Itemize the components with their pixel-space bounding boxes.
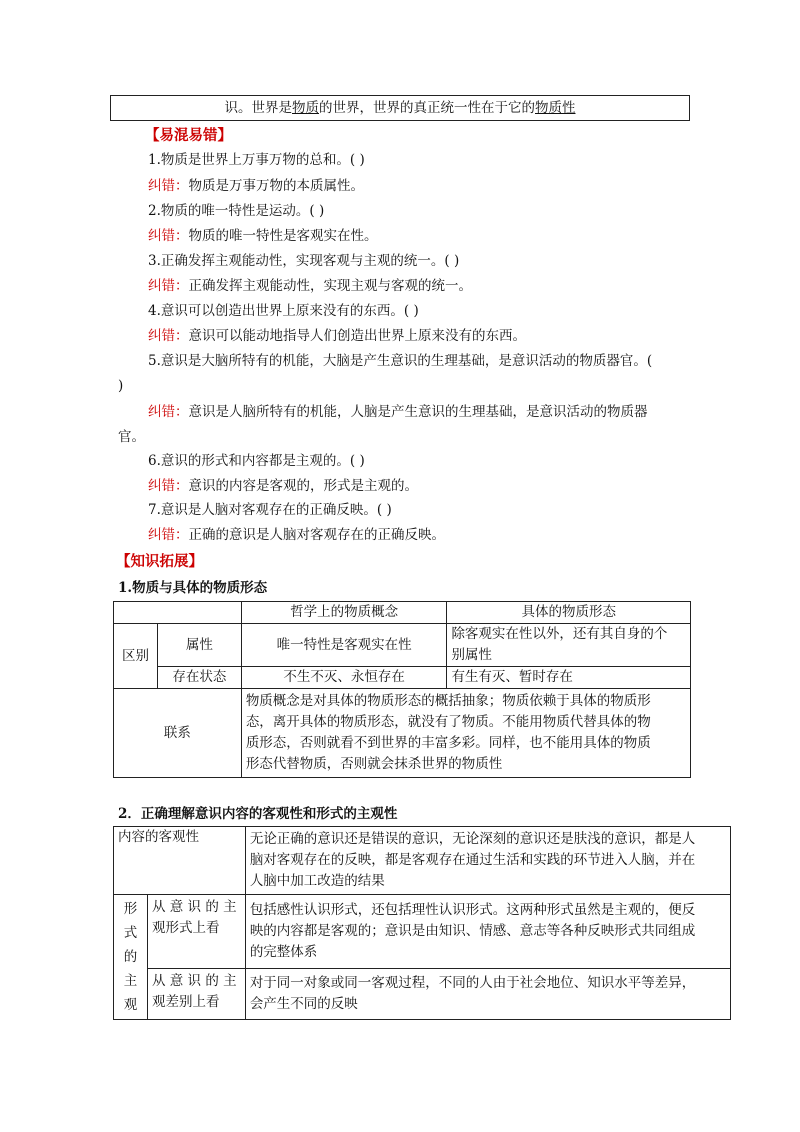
table-header: 具体的物质形态: [447, 602, 691, 624]
correction-text: 意识是人脑所特有的机能，人脑是产生意识的生理基础，是意识活动的物质器: [188, 404, 648, 420]
question-1: 1.物质是世界上万事万物的总和。( ): [148, 152, 365, 168]
correction-label: 纠错：: [148, 278, 189, 294]
section-title-expansion: 【知识拓展】: [116, 553, 203, 570]
correction-text: 意识的内容是客观的，形式是主观的。: [188, 478, 418, 494]
cell-line: 除客观实在性以外，还有其自身的个: [451, 626, 668, 642]
table-cell: [114, 602, 242, 624]
table-header: 哲学上的物质概念: [241, 602, 447, 624]
table-cell: 唯一特性是客观实在性: [241, 624, 447, 667]
matter-comparison-table: [113, 601, 691, 778]
cell-line: 对于同一对象或同一客观过程，不同的人由于社会地位、知识水平等差异，: [249, 974, 696, 991]
vertical-char: 观: [123, 997, 138, 1013]
table-row: [114, 602, 691, 624]
section-title-confusions: 【易混易错】: [145, 127, 232, 144]
table-cell: [245, 827, 730, 895]
correction-6: [148, 476, 418, 496]
table-row: [114, 827, 731, 895]
summary-box: [110, 95, 690, 121]
cell-line: 包括感性认识形式，还包括理性认识形式。这两种形式虽然是主观的，便反: [249, 901, 696, 918]
correction-label: 纠错：: [148, 178, 189, 194]
correction-label: 纠错：: [148, 328, 189, 344]
summary-prefix: 识。世界是: [224, 100, 292, 116]
correction-5-cont: 官。: [118, 429, 145, 445]
question-4: 4.意识可以创造出世界上原来没有的东西。( ): [148, 303, 419, 319]
table-cell: [447, 624, 691, 667]
correction-5: [148, 402, 648, 422]
table-cell: 内容的客观性: [114, 827, 246, 895]
cell-line: 观形式上看: [151, 920, 220, 936]
cell-line: 从 意 识 的 主: [151, 972, 237, 989]
question-5: 5.意识是大脑所特有的机能，大脑是产生意识的生理基础，是意识活动的物质器官。(: [148, 353, 653, 369]
correction-label: 纠错：: [148, 228, 189, 244]
correction-text: 正确发挥主观能动性，实现主观与客观的统一。: [188, 278, 472, 294]
cell-line: 映的内容都是客观的；意识是由知识、情感、意志等各种反映形式共同组成: [249, 922, 696, 939]
table-cell: 不生不灭、永恒存在: [241, 667, 447, 689]
question-7: 7.意识是人脑对客观存在的正确反映。( ): [148, 502, 392, 518]
table-cell: [245, 895, 730, 969]
question-3: 3.正确发挥主观能动性，实现客观与主观的统一。( ): [148, 253, 460, 269]
table-row: [114, 895, 731, 969]
consciousness-table: [113, 826, 731, 1020]
table-cell: [241, 689, 690, 778]
table-cell: 存在状态: [157, 667, 241, 689]
cell-line: 质形态，否则就看不到世界的丰富多彩。同样，也不能用具体的物质: [245, 735, 651, 751]
correction-text: 物质是万事万物的本质属性。: [188, 178, 364, 194]
table-cell: 有生有灭、暂时存在: [447, 667, 691, 689]
cell-line: 的完整体系: [249, 943, 318, 960]
correction-label: 纠错：: [148, 478, 189, 494]
question-5-cont: ): [118, 378, 124, 394]
cell-line: 物质概念是对具体的物质形态的概括抽象；物质依赖于具体的物质形: [245, 693, 651, 709]
table-cell: 联系: [114, 689, 242, 778]
cell-line: 从 意 识 的 主: [151, 899, 237, 915]
summary-underline-2: 物质性: [535, 100, 576, 116]
question-2: 2.物质的唯一特性是运动。( ): [148, 203, 325, 219]
correction-4: [148, 326, 526, 346]
correction-text: 正确的意识是人脑对客观存在的正确反映。: [188, 527, 445, 543]
correction-2: [148, 226, 378, 246]
correction-text: 意识可以能动地指导人们创造出世界上原来没有的东西。: [188, 328, 526, 344]
summary-mid: 的世界，世界的真正统一性在于它的: [319, 100, 535, 116]
correction-text: 物质的唯一特性是客观实在性。: [188, 228, 378, 244]
cell-line: 态，离开具体的物质形态，就没有了物质。不能用物质代替具体的物: [245, 714, 651, 730]
table-row: [114, 689, 691, 778]
cell-line: 别属性: [451, 647, 492, 663]
vertical-char: 形: [123, 901, 138, 917]
cell-line: 形态代替物质，否则就会抹杀世界的物质性: [245, 756, 503, 772]
table-cell: [114, 895, 148, 1020]
summary-underline-1: 物质: [292, 100, 319, 116]
subsection-title-1: 1.物质与具体的物质形态: [118, 580, 268, 596]
question-6: 6.意识的形式和内容都是主观的。( ): [148, 453, 365, 469]
correction-label: 纠错：: [148, 527, 189, 543]
table-cell: [147, 895, 245, 969]
table-cell: [245, 968, 730, 1019]
correction-7: [148, 525, 445, 545]
vertical-char: 式: [123, 925, 138, 941]
subsection-title-2: 2．正确理解意识内容的客观性和形式的主观性: [118, 806, 398, 822]
table-cell: 区别: [114, 624, 158, 689]
cell-line: 会产生不同的反映: [249, 995, 358, 1012]
cell-line: 观差别上看: [151, 993, 220, 1010]
vertical-char: 主: [123, 973, 138, 989]
correction-3: [148, 276, 472, 296]
correction-label: 纠错：: [148, 404, 189, 420]
vertical-char: 的: [123, 949, 138, 965]
table-row: [114, 968, 731, 1019]
correction-1: [148, 176, 364, 196]
table-cell: [147, 968, 245, 1019]
cell-line: 无论正确的意识还是错误的意识，无论深刻的意识还是肤浅的意识，都是人: [249, 831, 696, 847]
table-row: [114, 667, 691, 689]
cell-line: 脑对客观存在的反映，都是客观存在通过生活和实践的环节进入人脑，并在: [249, 852, 696, 868]
table-row: [114, 624, 691, 667]
table-cell: 属性: [157, 624, 241, 667]
cell-line: 人脑中加工改造的结果: [249, 873, 385, 889]
